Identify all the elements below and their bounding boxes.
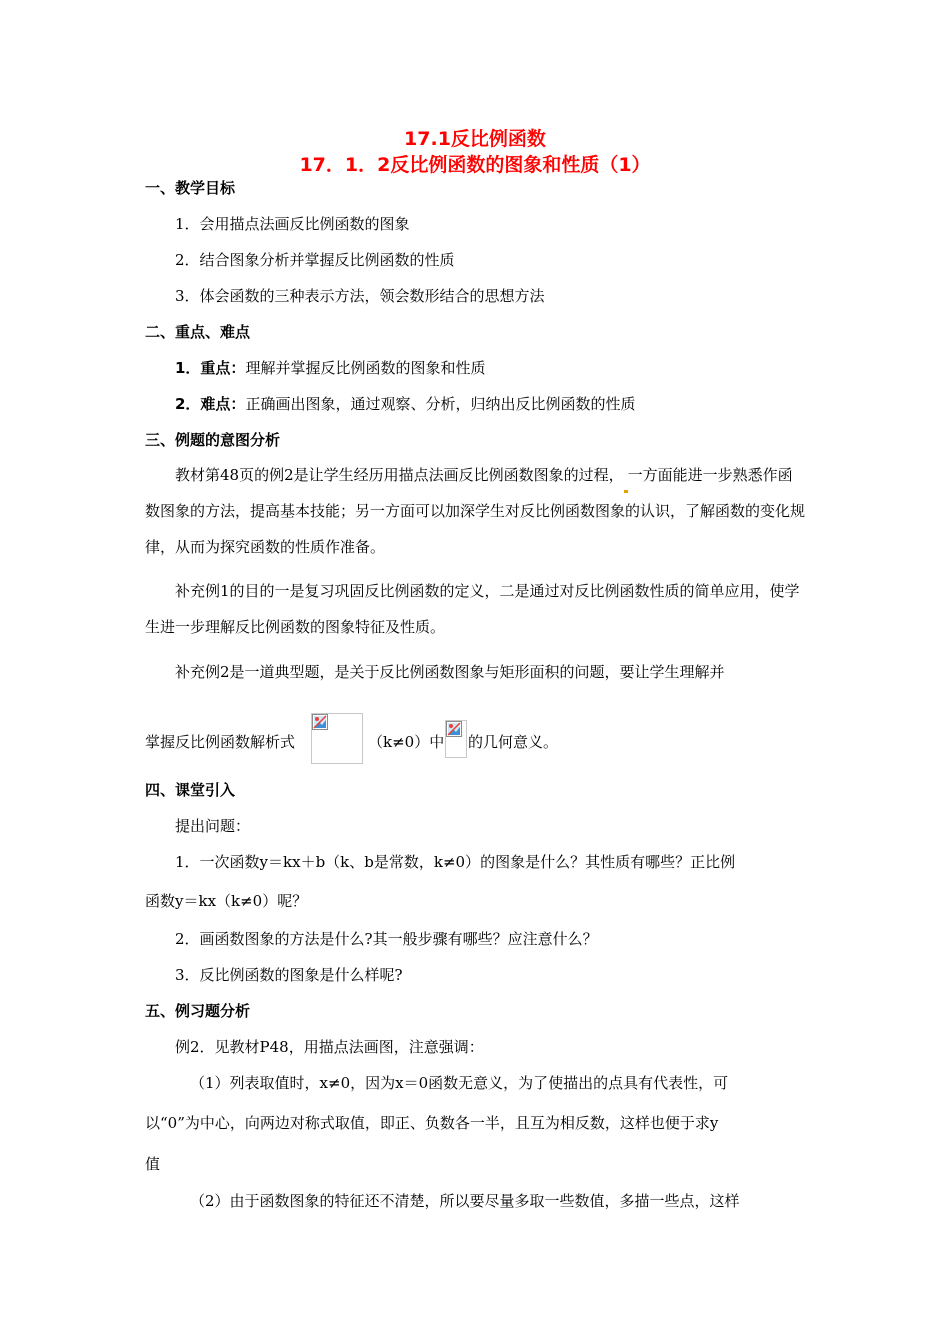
note-1-line-3: 值: [145, 1155, 161, 1173]
section-heading-examples: 五、例习题分析: [145, 1002, 251, 1020]
objective-item: 2．结合图象分析并掌握反比例函数的性质: [175, 251, 455, 269]
formula-meaning: 的几何意义。: [468, 733, 559, 751]
key-point-label: 1．重点：: [175, 359, 246, 377]
lead-in-intro: 提出问题：: [175, 817, 251, 835]
section-heading-lead-in: 四、课堂引入: [145, 781, 236, 799]
difficulty-line: [175, 393, 635, 414]
section-heading-key-points: 二、重点、难点: [145, 323, 251, 341]
paragraph-text: 掌握反比例函数解析式: [145, 733, 296, 751]
objective-item: 1．会用描点法画反比例函数的图象: [175, 215, 410, 233]
paragraph-supplement-1: 补充例1的目的一是复习巩固反比例函数的定义，二是通过对反比例函数性质的简单应用，使学生进一步理解反比例函数的图象特征及性质。: [145, 582, 800, 636]
objective-item: 3．体会函数的三种表示方法，领会数形结合的思想方法: [175, 287, 545, 305]
difficulty-text: 正确画出图象，通过观察、分析，归纳出反比例函数的性质: [245, 395, 636, 413]
broken-image-icon: [446, 721, 462, 737]
section-heading-objectives: 一、教学目标: [145, 179, 236, 197]
difficulty-label: 2．难点：: [175, 395, 246, 413]
formula-condition: （k≠0）中: [368, 733, 445, 751]
question-1-line-2: 函数y＝kx（k≠0）呢？: [145, 892, 308, 910]
question-1-line-1: 1．一次函数y＝kx＋b（k、b是常数，k≠0）的图象是什么？其性质有哪些？正比例: [175, 853, 736, 871]
key-point-line: [175, 357, 485, 378]
paragraph-text: 一方面能进一步熟悉作函数图象的方法，提高基本技能；另一方面可以加深学生对反比例函数图象的认识，了解函数的变化规律，从而为探究函数的性质作准备。: [145, 466, 806, 556]
edit-mark-icon: [624, 490, 628, 493]
broken-image-icon: [312, 714, 328, 730]
note-2-line-1: （2）由于函数图象的特征还不清楚，所以要尽量多取一些数值，多描一些点，这样: [190, 1192, 740, 1210]
note-1-line-2: 以“0”为中心，向两边对称式取值，即正、负数各一半，且互为相反数，这样也便于求y: [145, 1114, 719, 1132]
paragraph-formula-line: [145, 731, 295, 752]
paragraph-supplement-2: 补充例2是一道典型题，是关于反比例函数图象与矩形面积的问题，要让学生理解并: [175, 663, 725, 681]
document-subtitle: 17．1．2反比例函数的图象和性质（1）: [299, 154, 651, 176]
paragraph-text: 教材第48页的例2是让学生经历用描点法画反比例函数图象的过程，: [175, 466, 624, 484]
example-2-intro: 例2．见教材P48，用描点法画图，注意强调：: [175, 1038, 484, 1056]
document-title: 17.1反比例函数: [404, 128, 546, 150]
k-image: [445, 720, 467, 758]
formula-image: [311, 713, 363, 764]
paragraph-textbook-example: [145, 457, 807, 565]
question-3: 3．反比例函数的图象是什么样呢?: [175, 966, 403, 984]
section-heading-example-intent: 三、例题的意图分析: [145, 431, 281, 449]
key-point-text: 理解并掌握反比例函数的图象和性质: [245, 359, 486, 377]
note-1-line-1: （1）列表取值时，x≠0，因为x＝0函数无意义，为了使描出的点具有代表性，可: [190, 1074, 729, 1092]
question-2: 2．画函数图象的方法是什么?其一般步骤有哪些？应注意什么？: [175, 930, 598, 948]
